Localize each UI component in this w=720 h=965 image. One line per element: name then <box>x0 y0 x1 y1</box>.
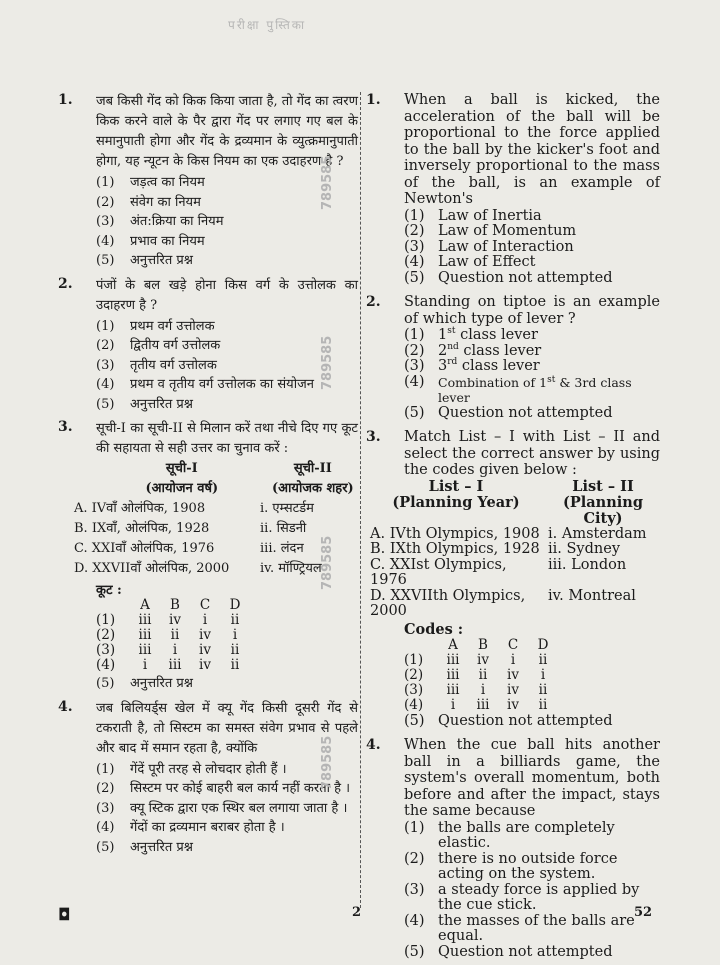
option[interactable] <box>96 838 358 858</box>
header-smudge: परीक्षा पुस्तिका <box>228 18 307 32</box>
code-value: iii <box>168 657 182 673</box>
option[interactable] <box>96 336 358 356</box>
list1-subtitle: (आयोजन वर्ष) <box>145 481 219 496</box>
option-text: तृतीय वर्ग उत्तोलक <box>130 357 217 373</box>
option-text: सिस्टम पर कोई बाहरी बल कार्य नहीं करता है । <box>130 781 351 796</box>
option[interactable] <box>96 356 358 376</box>
option-number: (5) <box>404 943 425 960</box>
code-value: i <box>232 627 238 643</box>
option-number: (1) <box>96 612 116 628</box>
question-number: 1. <box>58 92 73 108</box>
option-number: (2) <box>404 850 425 867</box>
option-number: (1) <box>404 819 425 836</box>
match-row <box>370 542 660 558</box>
option-text: अनुत्तरित प्रश्न <box>130 253 193 268</box>
option-text: 1st class lever <box>438 326 538 343</box>
option[interactable] <box>96 232 358 252</box>
option[interactable] <box>96 818 358 838</box>
option[interactable] <box>96 193 358 213</box>
list2-title: List – II <box>572 477 634 495</box>
option-number: (4) <box>96 657 116 673</box>
option[interactable] <box>96 212 358 232</box>
match-row <box>370 589 660 620</box>
code-option[interactable] <box>96 643 358 658</box>
list2-item: iv. मॉण्ट्रियल <box>260 561 322 576</box>
question-4-en <box>366 737 660 960</box>
option-text: 2nd class lever <box>438 341 542 359</box>
option-number: (3) <box>96 357 115 373</box>
options <box>96 317 358 415</box>
list-subtitles <box>96 479 358 499</box>
question-number: 1. <box>366 92 381 108</box>
option-number: (1) <box>404 327 425 343</box>
option-number: (4) <box>404 254 425 270</box>
match-row <box>74 559 358 579</box>
list2-item: i. एम्सटर्डम <box>260 501 314 516</box>
code-value: ii <box>538 651 548 668</box>
list1-item: B. IXवाँ, ओलंपिक, 1928 <box>74 521 210 536</box>
option-number: (2) <box>96 781 115 796</box>
option-number: (3) <box>96 214 115 229</box>
option[interactable] <box>96 674 358 694</box>
code-value: iii <box>446 666 460 683</box>
list2-item: i. Amsterdam <box>548 525 647 542</box>
code-option[interactable] <box>404 683 660 698</box>
code-value: i <box>540 666 546 683</box>
match-row <box>370 558 660 589</box>
option-text: अनुत्तरित प्रश्न <box>130 676 193 691</box>
code-value: i <box>480 681 486 698</box>
option-number: (2) <box>404 223 425 239</box>
options <box>404 328 660 421</box>
option-text: जड़त्व का नियम <box>130 175 205 190</box>
option-number: (3) <box>404 238 425 255</box>
column-divider <box>360 92 361 908</box>
option-number: (5) <box>404 269 425 286</box>
option[interactable] <box>404 883 660 914</box>
code-option[interactable] <box>96 613 358 628</box>
match-row <box>74 539 358 559</box>
option[interactable] <box>404 341 660 360</box>
code-option[interactable] <box>96 658 358 673</box>
option[interactable] <box>404 714 660 730</box>
code-value: ii <box>538 696 548 713</box>
watermark: 789585 <box>320 155 335 210</box>
option-number: (2) <box>96 194 115 210</box>
question-stem: When a ball is kicked, the acceleration of the ball will be proportional to the force applied to the ball by the kicker's foot and inversely proportional to the mass of the ball, is an example of Newton's <box>404 92 660 207</box>
question-stem: जब बिलियर्ड्स खेल में क्यू गेंद किसी दूसरी गेंद से टकराती है, तो सिस्टम का समस्त संवेग प्रभाव से पहले और बाद में समान रहता है, क्योंकि <box>96 700 358 756</box>
options <box>404 821 660 961</box>
option-text: Law of Momentum <box>438 223 577 239</box>
option-text: 3rd class lever <box>438 357 540 374</box>
code-col: C <box>507 636 519 653</box>
option-text: क्यू स्टिक द्वारा एक स्थिर बल लगाया जाता है । <box>130 800 348 816</box>
match-row <box>74 499 358 519</box>
option-text: Question not attempted <box>438 712 613 729</box>
list-titles <box>96 459 358 479</box>
code-col: C <box>199 597 211 613</box>
code-value: iv <box>507 666 519 683</box>
option-number: (1) <box>96 318 115 334</box>
question-stem: Standing on tiptoe is an example of which type of lever ? <box>404 294 660 327</box>
option[interactable] <box>404 945 660 961</box>
option-number: (2) <box>404 342 425 359</box>
option-number: (4) <box>404 373 425 390</box>
option[interactable] <box>404 359 660 375</box>
option-number: (4) <box>96 377 115 392</box>
code-col: D <box>229 597 241 613</box>
list1-item: A. IVवाँ ओलंपिक, 1908 <box>74 501 206 516</box>
option-text: Law of Effect <box>438 254 536 270</box>
option-text: प्रथम व तृतीय वर्ग उत्तोलक का संयोजन <box>130 377 314 392</box>
watermark: 789585 <box>320 735 335 790</box>
options <box>404 209 660 287</box>
option-number: (4) <box>404 912 425 929</box>
option-text: the balls are completely elastic. <box>438 819 615 851</box>
option[interactable] <box>96 779 358 799</box>
codes-header <box>96 598 358 613</box>
code-value: iv <box>477 651 489 668</box>
option-text: Question not attempted <box>438 269 613 286</box>
option[interactable] <box>404 209 660 225</box>
code-value: ii <box>170 627 180 643</box>
option-number: (5) <box>404 404 425 421</box>
option-text: प्रभाव का नियम <box>130 233 205 249</box>
option[interactable] <box>404 821 660 852</box>
list1-item: D. XXVIIth Olympics, 2000 <box>370 587 526 619</box>
question-number: 4. <box>366 737 381 753</box>
code-value: ii <box>538 681 548 698</box>
option-number: (3) <box>404 358 425 374</box>
hindi-column <box>58 92 358 862</box>
option[interactable] <box>404 240 660 256</box>
code-value: i <box>172 642 178 658</box>
option-text: the masses of the balls are equal. <box>438 912 635 944</box>
option-text: अंत:क्रिया का नियम <box>130 214 224 229</box>
option-number: (1) <box>404 207 425 224</box>
list1-title: List – I <box>428 477 484 495</box>
option-number: (5) <box>96 253 115 268</box>
paper-code: 52 <box>634 905 653 920</box>
question-2-en <box>366 294 660 421</box>
list-subtitles <box>366 495 660 527</box>
match-rows <box>74 499 358 579</box>
match-rows <box>370 527 660 620</box>
question-number: 3. <box>58 419 73 435</box>
code-col: A <box>140 597 150 613</box>
code-option[interactable] <box>404 698 660 713</box>
code-col: D <box>537 636 549 653</box>
option-number: (1) <box>96 175 115 190</box>
option-number: (1) <box>404 651 424 668</box>
watermark: 789585 <box>320 535 335 590</box>
codes-header <box>404 638 660 653</box>
list1-title: सूची-I <box>165 461 198 476</box>
code-col: A <box>448 636 458 653</box>
list2-item: iii. लंदन <box>260 541 304 556</box>
code-option[interactable] <box>404 653 660 668</box>
option-text: गेंदों का द्रव्यमान बराबर होता है । <box>130 820 285 835</box>
english-column <box>366 92 660 965</box>
option[interactable] <box>404 224 660 240</box>
question-number: 2. <box>366 294 381 310</box>
options <box>96 173 358 271</box>
code-col: B <box>170 597 180 613</box>
list1-item: C. XXIst Olympics, 1976 <box>370 556 507 588</box>
code-value: iii <box>138 642 152 658</box>
option-text: गेंदें पूरी तरह से लोचदार होती हैं । <box>130 761 287 777</box>
code-value: iii <box>476 696 490 713</box>
code-option[interactable] <box>404 668 660 683</box>
code-value: iv <box>507 696 519 713</box>
code-value: iii <box>138 612 152 628</box>
question-1-hi <box>58 92 358 271</box>
option[interactable] <box>404 914 660 945</box>
option-number: (4) <box>96 820 115 835</box>
code-value: i <box>202 612 208 628</box>
option-text: संवेग का नियम <box>130 194 201 210</box>
code-value: i <box>142 657 148 673</box>
option[interactable] <box>404 328 660 344</box>
option-number: (5) <box>404 712 425 729</box>
option-text: Law of Interaction <box>438 238 574 255</box>
codes-label: Codes : <box>404 620 464 638</box>
list1-subtitle: (Planning Year) <box>392 493 520 511</box>
code-value: iv <box>199 627 211 643</box>
question-2-hi <box>58 276 358 415</box>
option-number: (4) <box>404 696 424 713</box>
option-text: अनुत्तरित प्रश्न <box>130 396 193 412</box>
option-number: (3) <box>96 642 116 658</box>
option-number: (2) <box>96 338 115 353</box>
question-number: 2. <box>58 275 73 292</box>
question-4-hi <box>58 699 358 858</box>
option-number: (5) <box>96 396 115 412</box>
code-value: ii <box>478 666 488 683</box>
list2-item: ii. सिडनी <box>260 521 307 536</box>
list-titles <box>366 479 660 495</box>
option-text: Question not attempted <box>438 943 613 960</box>
option[interactable] <box>96 799 358 819</box>
option-text: Law of Inertia <box>438 207 542 224</box>
code-value: ii <box>230 642 240 658</box>
footer-square-mark: ◘ <box>58 905 71 924</box>
code-value: iii <box>446 651 460 668</box>
option-number: (2) <box>404 666 424 683</box>
option-number: (3) <box>404 681 424 698</box>
codes-label: कूट : <box>96 583 122 598</box>
question-3-en <box>366 429 660 729</box>
code-value: ii <box>230 657 240 673</box>
option[interactable] <box>96 173 358 193</box>
question-stem: Match List – I with List – II and select the correct answer by using the codes given below : <box>404 429 660 478</box>
option-text: द्वितीय वर्ग उत्तोलक <box>130 338 221 353</box>
option[interactable] <box>404 255 660 271</box>
question-stem: जब किसी गेंद को किक किया जाता है, तो गेंद का त्वरण किक करने वाले के पैर द्वारा गेंद पर लगाए गए बल के समानुपाती होगा और गेंद के द्रव्यमान के व्युत्क्रमानुपाती होगा, यह न्यूटन के किस नियम का एक उदाहरण है ? <box>96 94 358 169</box>
list1-item: B. IXth Olympics, 1928 <box>370 541 540 557</box>
code-col: B <box>478 636 488 653</box>
option-text: Question not attempted <box>438 404 613 421</box>
watermark: 789585 <box>320 335 335 390</box>
code-value: iii <box>446 681 460 698</box>
list1-item: C. XXIवाँ ओलंपिक, 1976 <box>74 541 215 556</box>
question-3-hi <box>58 419 358 694</box>
option-text: a steady force is applied by the cue stick. <box>438 881 640 913</box>
page-number: 2 <box>352 905 362 920</box>
option-text: अनुत्तरित प्रश्न <box>130 839 193 855</box>
question-number: 4. <box>58 698 73 715</box>
option-number: (4) <box>96 233 115 249</box>
list1-item: A. IVth Olympics, 1908 <box>370 525 540 542</box>
code-value: iv <box>507 681 519 698</box>
list2-subtitle: (Planning City) <box>563 493 643 527</box>
option[interactable] <box>96 251 358 271</box>
option[interactable] <box>404 852 660 883</box>
options <box>404 714 660 730</box>
code-value: i <box>510 651 516 668</box>
code-value: ii <box>230 612 240 628</box>
option[interactable] <box>96 395 358 415</box>
code-value: iv <box>199 642 211 658</box>
option[interactable] <box>96 760 358 780</box>
code-value: iii <box>138 627 152 643</box>
option[interactable] <box>404 375 660 406</box>
list2-item: ii. Sydney <box>548 541 621 557</box>
question-stem: पंजों के बल खड़े होना किस वर्ग के उत्तोलक का उदाहरण है ? <box>96 277 358 313</box>
option-text: there is no outside force acting on the system. <box>438 850 618 882</box>
question-stem: When the cue ball hits another ball in a billiards game, the system's overall momentum, both before and after the impact, stays the same because <box>404 737 660 819</box>
option-text: Combination of 1st & 3rd class lever <box>438 374 632 405</box>
question-number: 3. <box>366 429 381 445</box>
option[interactable] <box>96 375 358 395</box>
option-text: प्रथम वर्ग उत्तोलक <box>130 318 215 334</box>
match-row <box>370 527 660 543</box>
options <box>96 674 358 694</box>
list2-item: iv. Montreal <box>548 587 636 604</box>
list2-item: iii. London <box>548 556 627 573</box>
option-number: (3) <box>404 881 425 898</box>
question-1-en <box>366 92 660 286</box>
option[interactable] <box>96 317 358 337</box>
code-value: iv <box>169 612 181 628</box>
option-number: (1) <box>96 761 115 777</box>
option[interactable] <box>404 406 660 422</box>
option-number: (2) <box>96 627 116 643</box>
question-stem: सूची-I का सूची-II से मिलान करें तथा नीचे दिए गए कूट की सहायता से सही उत्तर का चुनाव करें : <box>96 421 358 456</box>
match-row <box>74 519 358 539</box>
options <box>96 760 358 858</box>
list2-subtitle: (आयोजक शहर) <box>271 481 354 496</box>
option[interactable] <box>404 271 660 287</box>
list1-item: D. XXVIIवाँ ओलंपिक, 2000 <box>74 561 230 576</box>
code-value: iv <box>199 657 211 673</box>
list2-title: सूची-II <box>293 461 332 476</box>
code-option[interactable] <box>96 628 358 643</box>
option-number: (5) <box>96 839 115 855</box>
option-number: (3) <box>96 800 115 816</box>
option-number: (5) <box>96 676 115 691</box>
code-value: i <box>450 696 456 713</box>
